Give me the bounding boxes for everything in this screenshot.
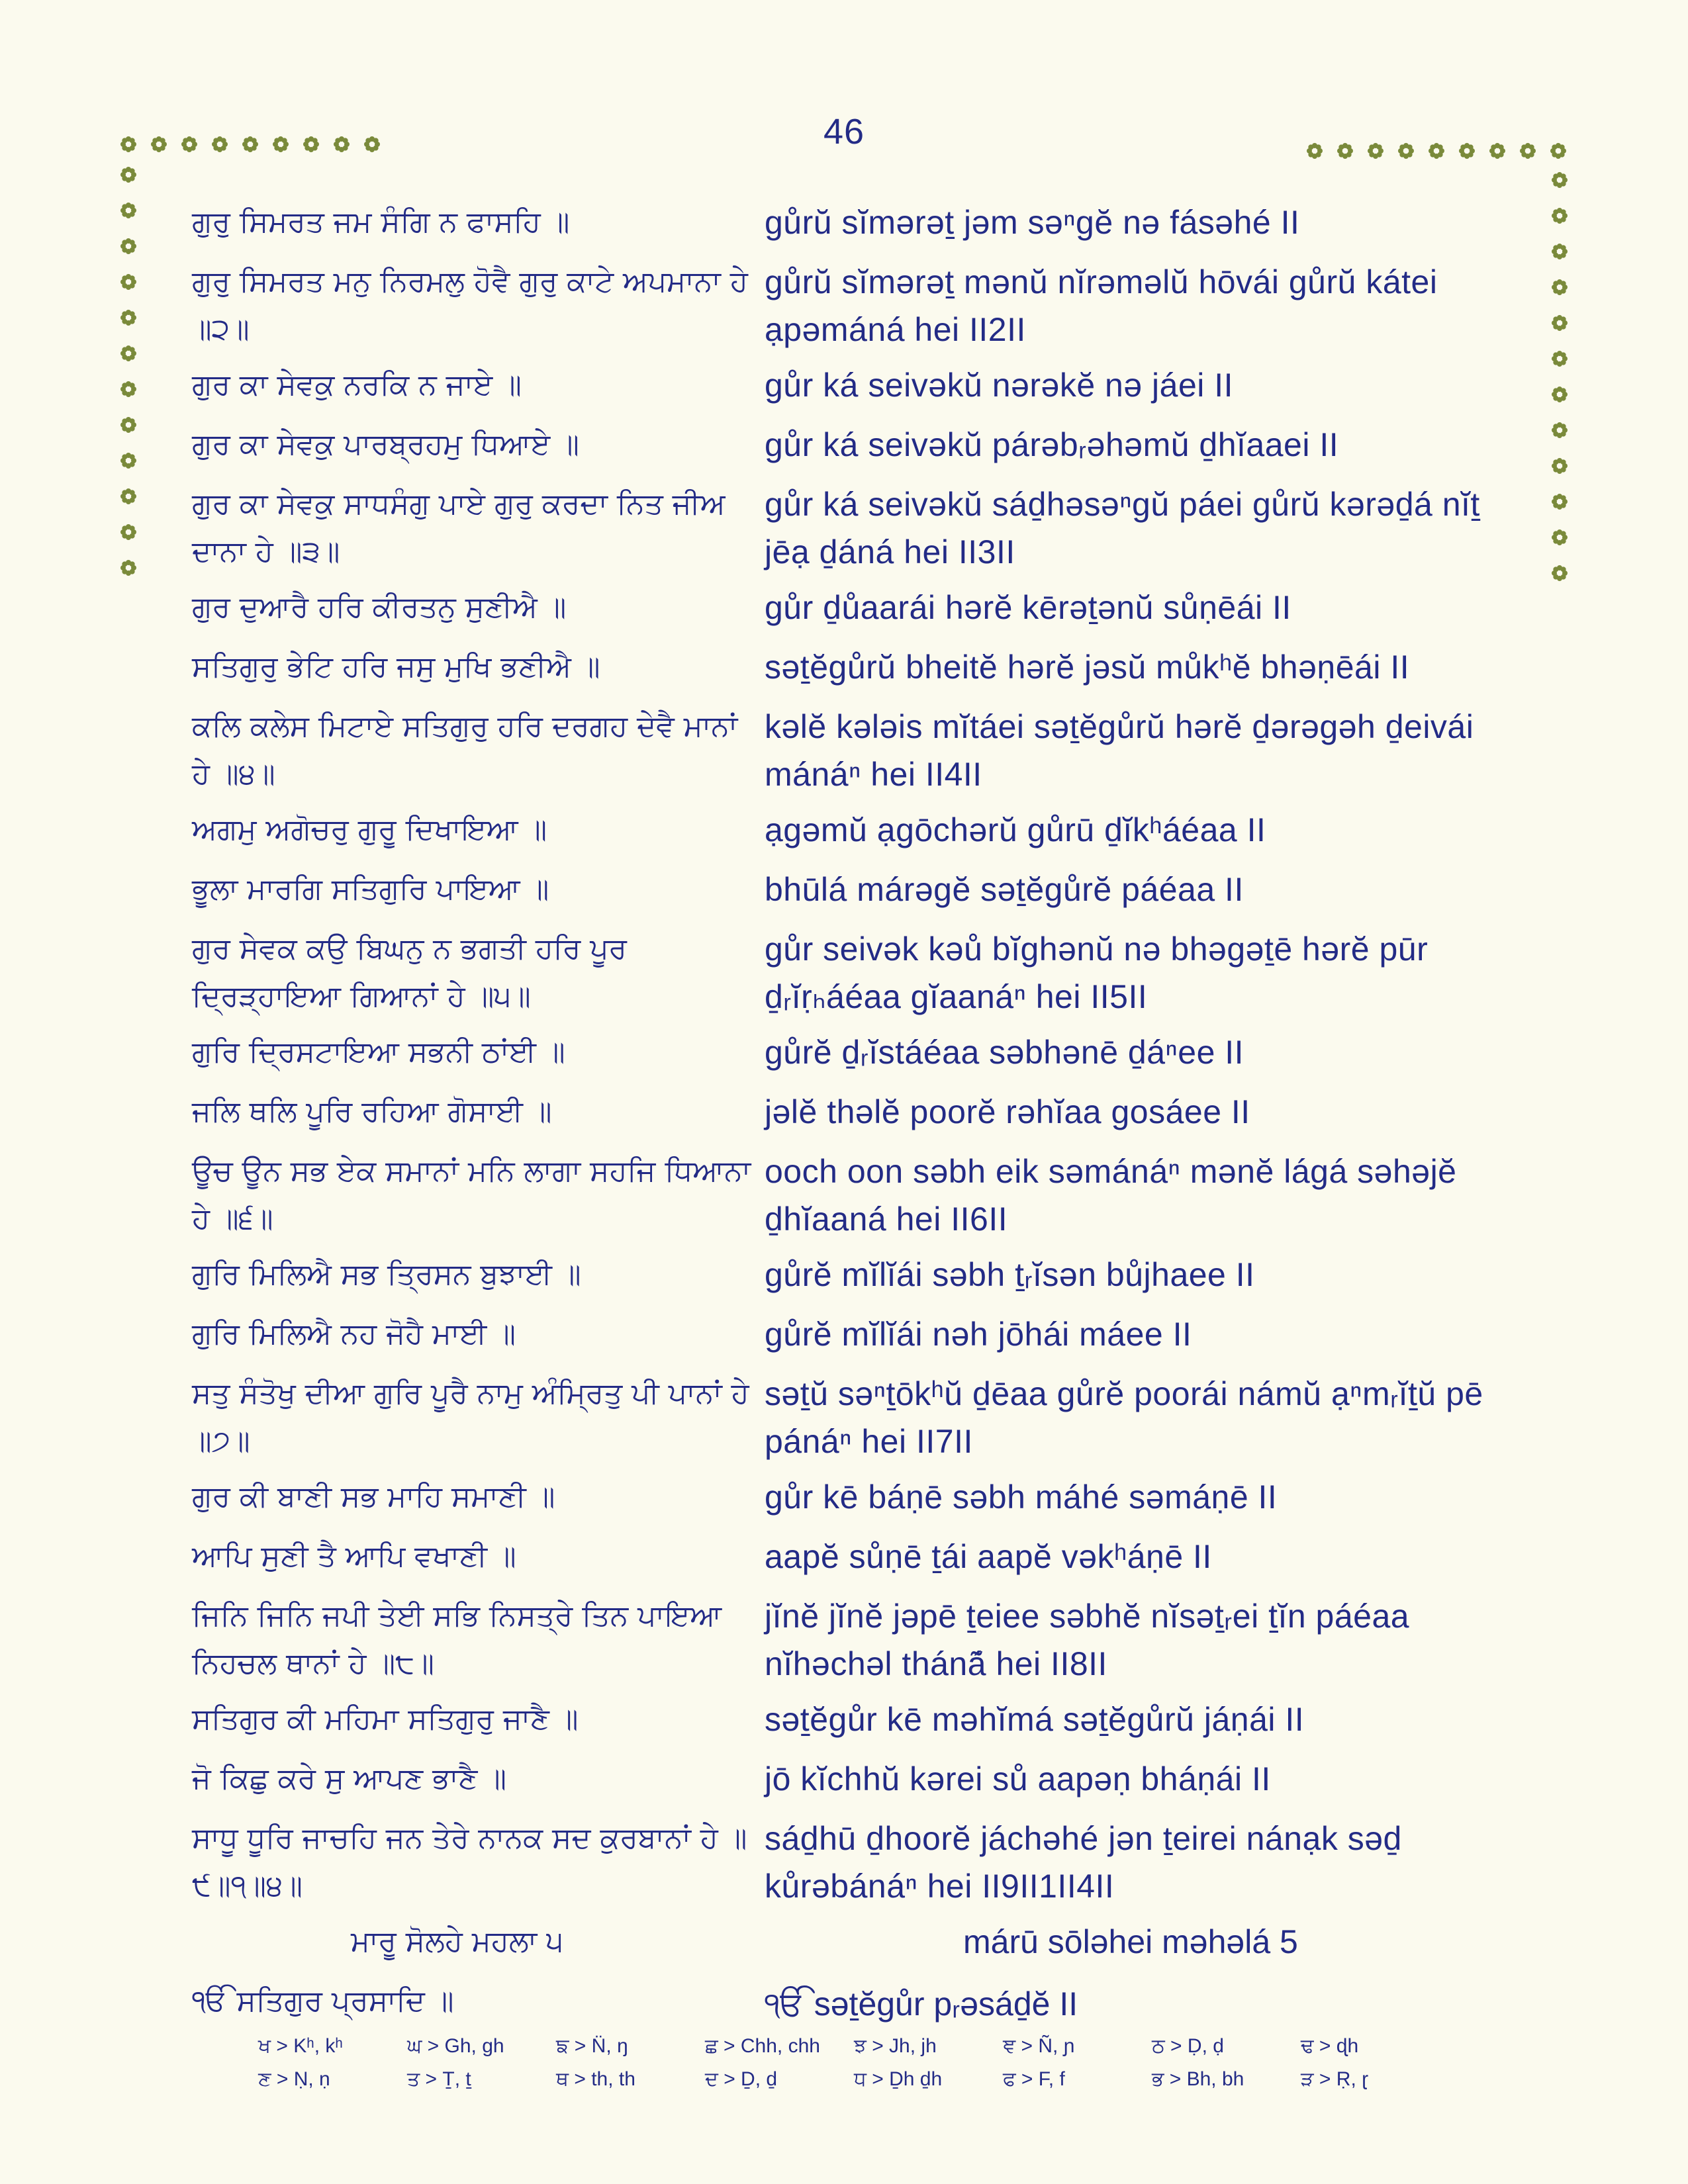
flower-icon [302, 135, 320, 154]
transliteration-line: gůr ká seivəkŭ sáḏhəsəⁿgŭ páei gůrŭ kərəḏá nĭṯ jēạ ḏáná hei II3II [765, 486, 1480, 570]
gurmukhi-line: ਗੁਰੁ ਸਿਮਰਤ ਮਨੁ ਨਿਰਮਲੁ ਹੋਵੈ ਗੁਰੁ ਕਾਟੇ ਅਪਮਾਨਾ ਹੇ ॥੨॥ [192, 265, 748, 346]
transliteration-line: jĭnĕ jĭnĕ jəpē ṯeiee səbhĕ nĭsəṯᵣei ṯĭn páéaa nĭhəchəl tháná̃ hei II8II [765, 1598, 1410, 1682]
flower-icon [119, 165, 138, 184]
verse-row [192, 258, 1509, 353]
transliteration-line: səṯĕgůrŭ bheitĕ hərĕ jəsŭ můkʰĕ bhəṇēái II [765, 649, 1410, 686]
transliteration-line: gůrĕ mĭlĭái nəh jōhái máee II [765, 1316, 1192, 1353]
gurmukhi-line: ਸਤੁ ਸੰਤੋਖੁ ਦੀਆ ਗੁਰਿ ਪੂਰੈ ਨਾਮੁ ਅੰਮ੍ਰਿਤੁ ਪੀ ਪਾਨਾਂ ਹੇ ॥੭॥ [192, 1377, 749, 1458]
gurmukhi-line: ਭੂਲਾ ਮਾਰਗਿ ਸਤਿਗੁਰਿ ਪਾਇਆ ॥ [192, 872, 549, 906]
flower-icon [1550, 457, 1569, 475]
flower-icon [1305, 142, 1324, 160]
flower-icon [119, 273, 138, 291]
flower-icon [180, 135, 199, 154]
flower-icon [1397, 142, 1415, 160]
legend-item: ਦ > Ḏ, ḏ [705, 2068, 778, 2090]
flower-icon [119, 559, 138, 577]
legend-item: ਙ > N̈, ŋ [556, 2035, 628, 2057]
transliteration-line: gůr seivək kəů bĭghənŭ nə bhəgəṯē hərĕ pūr ḏᵣĭṛₕáéaa gĭaanáⁿ hei II5II [765, 931, 1429, 1015]
legend-item: ਣ > Ṇ, ṇ [258, 2068, 330, 2090]
flower-icon [119, 237, 138, 255]
flower-icon [1550, 171, 1569, 189]
gurmukhi-line: ਗੁਰ ਦੁਆਰੈ ਹਰਿ ਕੀਰਤਨੁ ਸੁਣੀਐ ॥ [192, 590, 567, 624]
flower-icon [1550, 206, 1569, 225]
verse-row [192, 1028, 1509, 1076]
flower-icon [271, 135, 290, 154]
gurmukhi-line: ਗੁਰ ਕਾ ਸੇਵਕੁ ਸਾਧਸੰਗੁ ਪਾਏ ਗੁਰੁ ਕਰਦਾ ਨਿਤ ਜੀਅ ਦਾਨਾ ਹੇ ॥੩॥ [192, 487, 726, 569]
flower-icon [241, 135, 259, 154]
transliteration-line: jəlĕ thəlĕ poorĕ rəhĭaa gosáee II [765, 1093, 1250, 1130]
legend-item: ਠ > Ḍ, ḍ [1152, 2035, 1224, 2057]
verse-row [192, 584, 1509, 631]
flower-icon [363, 135, 381, 154]
heading-transliteration: márū sōləhei məhəlá 5 [963, 1923, 1298, 1960]
gurmukhi-line: ਜਲਿ ਥਲਿ ਪੂਰਿ ਰਹਿਆ ਗੋਸਾਈ ॥ [192, 1095, 552, 1128]
legend-item: ਧ > Ḏh ḏh [854, 2068, 943, 2090]
page-number: 46 [823, 112, 865, 152]
legend-item: ਥ > th, th [556, 2068, 635, 2090]
flower-icon [119, 487, 138, 506]
flower-icon [211, 135, 229, 154]
flower-icon [119, 308, 138, 327]
top-left-ornament [119, 135, 381, 154]
transliteration-line: gůr ká seivəkŭ nərəkĕ nə jáei II [765, 367, 1234, 404]
verse-row [192, 421, 1509, 469]
flower-icon [119, 380, 138, 398]
transliteration-line: səṯŭ səⁿṯōkʰŭ ḏēaa gůrĕ poorái námŭ ạⁿmᵣĭṯŭ pē pánáⁿ hei II7II [765, 1375, 1483, 1460]
legend-item: ਘ > Gh, gh [407, 2035, 504, 2057]
flower-icon [1427, 142, 1446, 160]
gurmukhi-line: ਸਾਧੂ ਧੂਰਿ ਜਾਚਹਿ ਜਨ ਤੇਰੇ ਨਾਨਕ ਸਦ ਕੁਰਬਾਨਾਂ ਹੇ ॥੯॥੧॥੪॥ [192, 1821, 747, 1903]
transliteration-line: səṯĕgůr kē məhĭmá səṯĕgůrŭ jáṇái II [765, 1701, 1305, 1738]
flower-icon [1519, 142, 1537, 160]
transliteration-line: aapĕ sůṇē ṯái aapĕ vəkʰáṇē II [765, 1538, 1212, 1575]
flower-icon [1550, 278, 1569, 296]
legend-item: ਝ > Jh, jh [854, 2035, 937, 2057]
transliteration-line: jō kĭchhŭ kərei sů aapəṇ bháṇái II [765, 1760, 1271, 1797]
gurmukhi-line: ਗੁਰ ਕਾ ਸੇਵਕੁ ਪਾਰਬ੍ਰਹਮੁ ਧਿਆਏ ॥ [192, 428, 579, 461]
verse-row [192, 1148, 1509, 1243]
legend-item: ਞ > Ñ, ɲ [1003, 2035, 1075, 2057]
legend-item: ਫ > F, f [1003, 2068, 1065, 2090]
flower-icon [119, 344, 138, 363]
verse-row [192, 643, 1509, 691]
gurmukhi-line: ਸਤਿਗੁਰੁ ਭੇਟਿ ਹਰਿ ਜਸੁ ਮੁਖਿ ਭਣੀਐ ॥ [192, 650, 600, 684]
right-border-ornament [1550, 171, 1569, 582]
gurmukhi-line: ਸਤਿਗੁਰ ਕੀ ਮਹਿਮਾ ਸਤਿਗੁਰੁ ਜਾਣੈ ॥ [192, 1702, 579, 1736]
gurmukhi-line: ਗੁਰੁ ਸਿਮਰਤ ਜਮ ਸੰਗਿ ਨ ਫਾਸਹਿ ॥ [192, 205, 570, 239]
flower-icon [1488, 142, 1507, 160]
legend-item: ਭ > Bh, bh [1152, 2068, 1244, 2090]
flower-icon [1550, 421, 1569, 439]
verse-row [192, 480, 1509, 576]
verse-row [192, 925, 1509, 1021]
left-border-ornament [119, 165, 138, 577]
transliteration-line: kəlĕ kələis mĭtáei səṯĕgůrŭ hərĕ ḏərəgəh ḏeivái mánáⁿ hei II4II [765, 708, 1474, 793]
verse-row [192, 361, 1509, 409]
transliteration-line: gůr ḏůaarái hərĕ kērəṯənŭ sůṇēái II [765, 589, 1291, 626]
verse-row [192, 199, 1509, 246]
gurmukhi-line: ਗੁਰ ਕੀ ਬਾਣੀ ਸਭ ਮਾਹਿ ਸਮਾਣੀ ॥ [192, 1480, 555, 1514]
flower-icon [1550, 564, 1569, 582]
gurmukhi-line: ਅਗਮੁ ਅਗੋਚਰੁ ਗੁਰੂ ਦਿਖਾਇਆ ॥ [192, 813, 547, 846]
flower-icon [119, 135, 138, 154]
gurmukhi-line: ਊਚ ਊਨ ਸਭ ਏਕ ਸਮਾਨਾਂ ਮਨਿ ਲਾਗਾ ਸਹਜਿ ਧਿਆਨਾ ਹੇ ॥੬॥ [192, 1154, 751, 1236]
gurmukhi-line: ਜੋ ਕਿਛੁ ਕਰੇ ਸੁ ਆਪਣ ਭਾਣੈ ॥ [192, 1762, 507, 1796]
transliteration-line: sáḏhū ḏhoorĕ jáchəhé jən ṯeirei nánạk səḏ kůrəbánáⁿ hei II9II1II4II [765, 1820, 1402, 1905]
verse-row [192, 1251, 1509, 1298]
flower-icon [1336, 142, 1354, 160]
legend-item: ਛ > Chh, chh [705, 2035, 820, 2057]
invocation-row [192, 1978, 1509, 2037]
verse-row [192, 1088, 1509, 1136]
gurmukhi-line: ਗੁਰਿ ਦ੍ਰਿਸਟਾਇਆ ਸਭਨੀ ਠਾਂਈ ॥ [192, 1035, 565, 1069]
gurmukhi-line: ਆਪਿ ਸੁਣੀ ਤੈ ਆਪਿ ਵਖਾਣੀ ॥ [192, 1539, 516, 1573]
transliteration-line: ooch oon səbh eik səmánáⁿ mənĕ lágá səhəjĕ ḏhĭaaná hei II6II [765, 1153, 1457, 1238]
flower-icon [1458, 142, 1476, 160]
flower-icon [119, 451, 138, 470]
gurmukhi-line: ਗੁਰ ਸੇਵਕ ਕਉ ਬਿਘਨੁ ਨ ਭਗਤੀ ਹਰਿ ਪੂਰ ਦ੍ਰਿੜ੍ਹਾਇਆ ਗਿਆਨਾਂ ਹੇ ॥੫॥ [192, 932, 627, 1013]
gurmukhi-line: ਗੁਰ ਕਾ ਸੇਵਕੁ ਨਰਕਿ ਨ ਜਾਏ ॥ [192, 368, 522, 402]
transliteration-line: ạgəmŭ ạgōchərŭ gůrū ḏĭkʰáéaa II [765, 811, 1266, 848]
gurmukhi-line: ਜਿਨਿ ਜਿਨਿ ਜਪੀ ਤੇਈ ਸਭਿ ਨਿਸਤ੍ਰੇ ਤਿਨ ਪਾਇਆ ਨਿਹਚਲ ਥਾਨਾਂ ਹੇ ॥੮॥ [192, 1599, 722, 1680]
verse-row [192, 1592, 1509, 1688]
verse-row [192, 1815, 1509, 1910]
gurmukhi-line: ਗੁਰਿ ਮਿਲਿਐ ਸਭ ਤ੍ਰਿਸਨ ਬੁਝਾਈ ॥ [192, 1257, 581, 1291]
verse-row [192, 1696, 1509, 1743]
invocation-gurmukhi: ੴ ਸਤਿਗੁਰ ਪ੍ਰਸਾਦਿ ॥ [192, 1984, 454, 2018]
flower-icon [1366, 142, 1385, 160]
verse-row [192, 1370, 1509, 1465]
gurmukhi-line: ਕਲਿ ਕਲੇਸ ਮਿਟਾਏ ਸਤਿਗੁਰੁ ਹਰਿ ਦਰਗਹ ਦੇਵੈ ਮਾਨਾਂ ਹੇ ॥੪॥ [192, 709, 738, 791]
transliteration-legend [258, 2035, 1450, 2091]
transliteration-line: gůrĕ ḏᵣĭstáéaa səbhənē ḏáⁿee II [765, 1034, 1244, 1071]
transliteration-line: gůrŭ sĭmərəṯ jəm səⁿgĕ nə fásəhé II [765, 204, 1300, 241]
flower-icon [332, 135, 351, 154]
flower-icon [150, 135, 168, 154]
transliteration-line: gůrĕ mĭlĭái səbh ṯᵣĭsən bůjhaee II [765, 1256, 1255, 1293]
flower-icon [119, 416, 138, 434]
invocation-transliteration: ੴ səṯĕgůr pᵣəsáḏĕ II [765, 1985, 1078, 2023]
verse-row [192, 866, 1509, 913]
transliteration-line: gůrŭ sĭmərəṯ mənŭ nĭrəməlŭ hōvái gůrŭ kátei ạpəmáná hei II2II [765, 263, 1438, 348]
flower-icon [119, 523, 138, 541]
transliteration-line: bhūlá márəgĕ səṯĕgůrĕ páéaa II [765, 871, 1244, 908]
flower-icon [1550, 492, 1569, 511]
verse-row [192, 806, 1509, 854]
flower-icon [1550, 314, 1569, 332]
flower-icon [1550, 528, 1569, 547]
flower-icon [1550, 349, 1569, 368]
transliteration-line: gůr ká seivəkŭ párəbᵣəhəmŭ ḏhĭaaei II [765, 426, 1339, 463]
verse-row [192, 1533, 1509, 1580]
flower-icon [1550, 242, 1569, 261]
legend-item: ਢ > ɖh [1301, 2035, 1359, 2057]
verse-row [192, 703, 1509, 798]
transliteration-line: gůr kē báṇē səbh máhé səmáṇē II [765, 1479, 1278, 1516]
heading-gurmukhi: ਮਾਰੂ ਸੋਲਹੇ ਮਹਲਾ ੫ [351, 1925, 564, 1958]
flower-icon [119, 201, 138, 220]
top-right-ornament [1305, 142, 1568, 160]
verse-row [192, 1310, 1509, 1358]
verse-row [192, 1755, 1509, 1803]
legend-item: ੜ > Ṛ, ɽ [1301, 2068, 1369, 2090]
verse-list [192, 199, 1509, 2037]
section-heading [192, 1918, 1509, 1978]
legend-item: ਖ > Kʰ, kʰ [258, 2035, 343, 2057]
legend-item: ਤ > Ṯ, ṯ [407, 2068, 471, 2090]
verse-row [192, 1473, 1509, 1521]
gurmukhi-line: ਗੁਰਿ ਮਿਲਿਐ ਨਹ ਜੋਹੈ ਮਾਈ ॥ [192, 1317, 516, 1351]
flower-icon [1549, 142, 1568, 160]
flower-icon [1550, 385, 1569, 404]
